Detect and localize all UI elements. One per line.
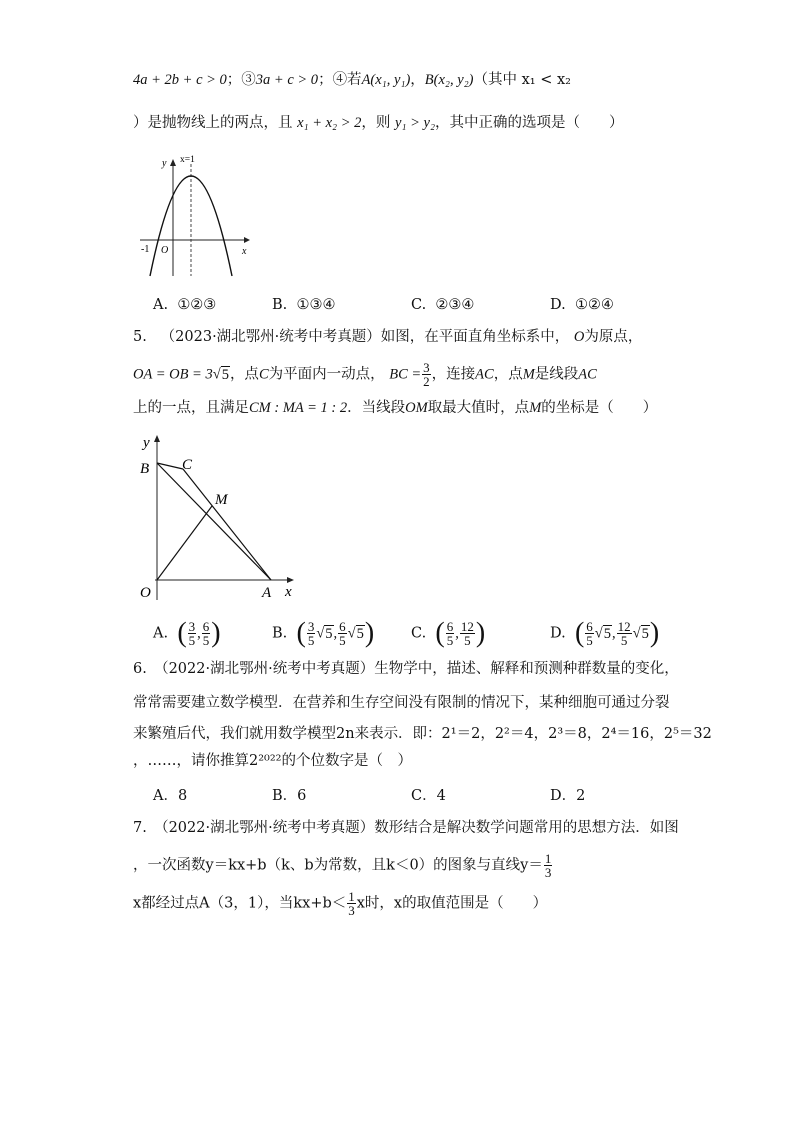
- q4-parabola-graph: [138, 152, 258, 282]
- q4-option-d[interactable]: D. ①②④: [550, 297, 614, 313]
- segment-om: [157, 506, 212, 580]
- y-axis-arrow-icon: [170, 159, 176, 166]
- q6-line3: 来繁殖后代，我们就用数学模型2n来表示．即：2¹＝2，2²＝4，2³＝8，2⁴＝16，2⁵＝32: [133, 726, 712, 742]
- fraction-3-2: $\frac{3}{2}$: [423, 360, 430, 389]
- label-a: A: [262, 585, 272, 601]
- y-axis-arrow-icon: [154, 435, 160, 442]
- q4-option-c[interactable]: C. ②③④: [411, 297, 475, 313]
- q5-option-c[interactable]: C. ( $\frac{6}{5}$ , $\frac{12}{5}$ ): [411, 617, 486, 649]
- q4-line1: 4a + 2b + c > 0；③3a + c > 0；④若A(x₁, y₁)，B(x₂, y₂)（其中 x₁ < x₂: [133, 72, 571, 88]
- q6-option-b[interactable]: B．6: [272, 788, 307, 804]
- segment-ca: [183, 469, 271, 580]
- label-c: C: [182, 457, 193, 473]
- neg-one-label: -1: [141, 244, 150, 255]
- q5-option-b[interactable]: B. ( $\frac{3}{5}$ √5, $\frac{6}{5}$ √5): [272, 617, 375, 649]
- q4-condition-3: 3a + c > 0: [255, 72, 319, 88]
- q6-line2: 常常需要建立数学模型．在营养和生存空间没有限制的情况下，某种细胞可通过分裂: [133, 695, 670, 711]
- label-b: B: [140, 461, 150, 477]
- q4-condition-2: 4a + 2b + c > 0: [133, 72, 227, 88]
- question-number: 5.: [133, 329, 147, 345]
- q4-condition-note: （其中 x₁ < x₂: [473, 72, 571, 88]
- fraction-1-3: $\frac{1}{3}$: [544, 851, 552, 880]
- q4-option-b[interactable]: B. ①③④: [272, 297, 336, 313]
- circled-3: ③: [241, 72, 256, 88]
- q6-option-d[interactable]: D．2: [550, 788, 586, 804]
- fraction-1-3: $\frac{1}{3}$: [348, 889, 355, 918]
- x-label: x: [242, 246, 247, 257]
- q5-option-a[interactable]: A. ( $\frac{3}{5}$ , $\frac{6}{5}$ ): [153, 617, 221, 649]
- point-b: B(x₂, y₂): [424, 72, 474, 88]
- segment-bc: [157, 463, 183, 469]
- x-label: x: [285, 584, 292, 600]
- circled-4: ④若: [332, 72, 362, 88]
- q5-coordinate-figure: [137, 432, 312, 602]
- q4-option-a[interactable]: A. ①②③: [153, 297, 217, 313]
- y-label: y: [162, 158, 167, 169]
- q6-line1: 6. （2022·湖北鄂州·统考中考真题）生物学中，描述、解释和预测种群数量的变化，: [133, 661, 679, 677]
- q5-line1: 5. （2023·湖北鄂州·统考中考真题）如图，在平面直角坐标系中， O为原点，: [133, 329, 643, 345]
- x-axis-arrow-icon: [244, 237, 250, 243]
- q5-option-d[interactable]: D. ( $\frac{6}{5}$ √5, $\frac{12}{5}$ √5): [550, 617, 660, 649]
- q7-line2: ，一次函数y＝kx+b（k、b为常数，且k＜0）的图象与直线y＝ $\frac{1}{3}$: [133, 851, 552, 880]
- x-axis-arrow-icon: [287, 577, 294, 583]
- segment-ba: [157, 463, 271, 580]
- q6-option-a[interactable]: A．8: [153, 788, 188, 804]
- label-o: O: [140, 585, 151, 601]
- origin-label: O: [161, 245, 169, 256]
- q6-option-c[interactable]: C．4: [411, 788, 446, 804]
- q7-line3: x都经过点A（3，1），当kx+b＜ $\frac{1}{3}$ x时，x的取值范围是（ ）: [133, 889, 548, 918]
- q5-line2: OA = OB = 3√5，点C为平面内一动点， BC = $\frac{3}{2}$ ，连接AC，点M是线段AC: [133, 360, 597, 389]
- label-m: M: [215, 492, 228, 508]
- q4-line2: ）是抛物线上的两点，且 x₁ + x₂ > 2，则 y₁ > y₂，其中正确的选项是（ ）: [133, 115, 624, 131]
- q6-line4: ，……，请你推算2²⁰²²的个位数字是（ ）: [133, 753, 412, 769]
- symmetry-label: x=1: [180, 155, 195, 165]
- q7-line1: 7. （2022·湖北鄂州·统考中考真题）数形结合是解决数学问题常用的思想方法．如图: [133, 820, 679, 836]
- q5-line3: 上的一点，且满足CM : MA = 1 : 2．当线段OM取最大值时，点M的坐标是（ ）: [133, 400, 658, 416]
- y-label: y: [143, 435, 150, 451]
- point-a: A(x₁, y₁): [361, 72, 411, 88]
